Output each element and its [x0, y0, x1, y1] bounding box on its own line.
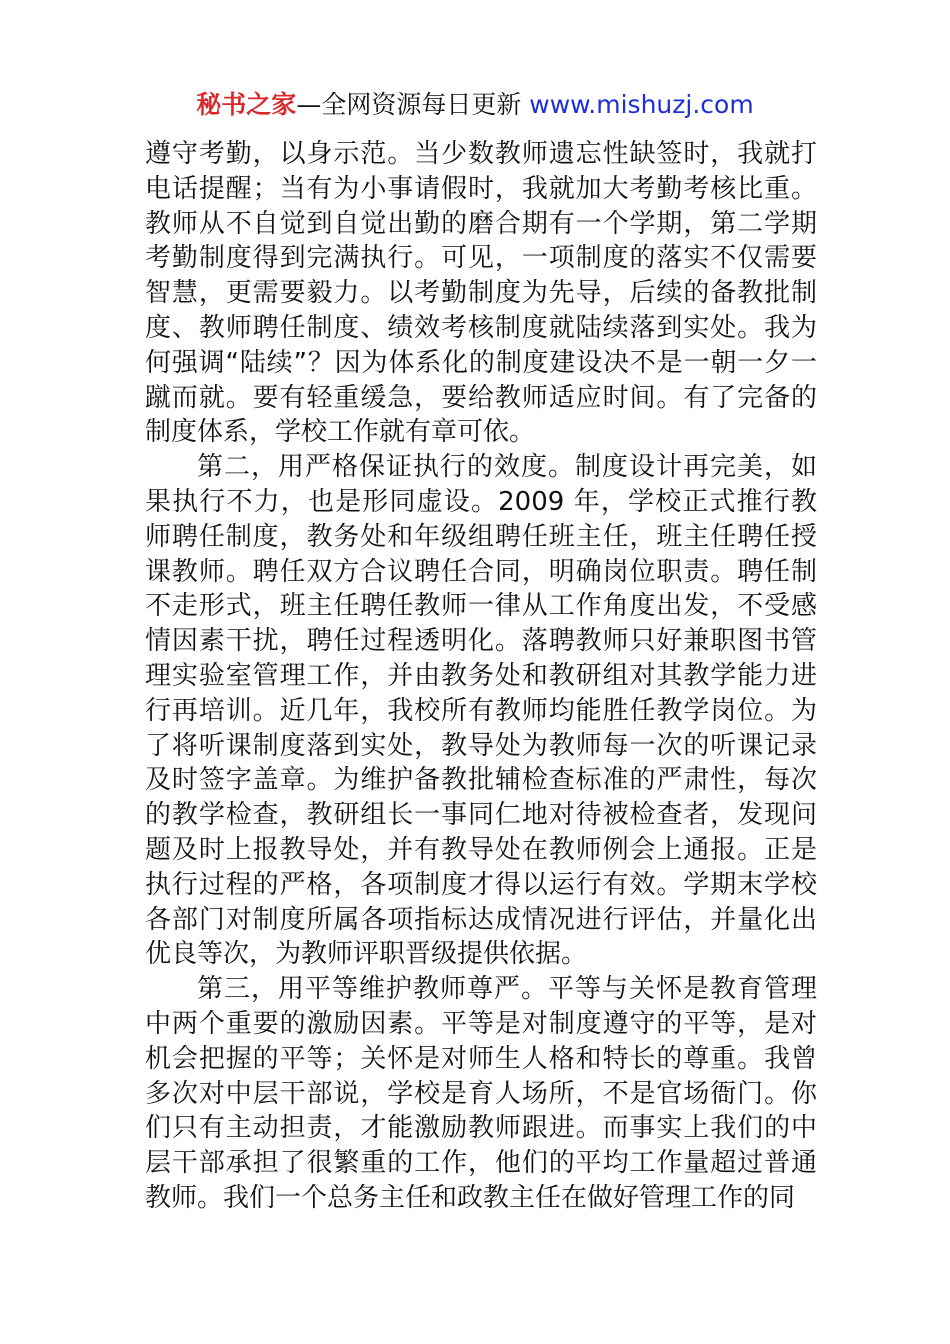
site-brand: 秘书之家 — [196, 90, 297, 119]
paragraph-1: 遵守考勤，以身示范。当少数教师遗忘性缺签时，我就打电话提醒；当有为小事请假时，我就加大考勤考核比重。教师从不自觉到自觉出勤的磨合期有一个学期，第二学期考勤制度得到完满执行。可见，一项制度的落实不仅需要智慧，更需要毅力。以考勤制度为先导，后续的备教批制度、教师聘任制度、绩效考核制度就陆续落到实处。我为何强调“陆续”？因为体系化的制度建设决不是一朝一夕一蹴而就。要有轻重缓急，要给教师适应时间。有了完备的制度体系，学校工作就有章可依。 — [145, 139, 817, 448]
paragraph-3: 第三，用平等维护教师尊严。平等与关怀是教育管理中两个重要的激励因素。平等是对制度遵守的平等，是对机会把握的平等；关怀是对师生人格和特长的尊重。我曾多次对中层干部说，学校是育人场所，不是官场衙门。你们只有主动担责，才能激励教师跟进。而事实上我们的中层干部承担了很繁重的工作，他们的平均工作量超过普通教师。我们一个总务主任和政教主任在做好管理工作的同 — [145, 974, 817, 1213]
site-url-link[interactable]: www.mishuzj.com — [529, 90, 754, 119]
site-slogan: —全网资源每日更新 — [296, 90, 530, 119]
page-header — [0, 88, 950, 122]
document-body — [145, 137, 817, 1216]
paragraph-2: 第二，用严格保证执行的效度。制度设计再完美，如果执行不力，也是形同虚设。2009 年，学校正式推行教师聘任制度，教务处和年级组聘任班主任，班主任聘任授课教师。聘任双方合议聘任合同，明确岗位职责。聘任制不走形式，班主任聘任教师一律从工作角度出发，不受感情因素干扰，聘任过程透明化。落聘教师只好兼职图书管理实验室管理工作，并由教务处和教研组对其教学能力进行再培训。近几年，我校所有教师均能胜任教学岗位。为了将听课制度落到实处，教导处为教师每一次的听课记录及时签字盖章。为维护备教批辅检查标准的严肃性，每次的教学检查，教研组长一事同仁地对待被检查者，发现问题及时上报教导处，并有教导处在教师例会上通报。正是执行过程的严格，各项制度才得以运行有效。学期末学校各部门对制度所属各项指标达成情况进行评估，并量化出优良等次，为教师评职晋级提供依据。 — [145, 452, 817, 970]
